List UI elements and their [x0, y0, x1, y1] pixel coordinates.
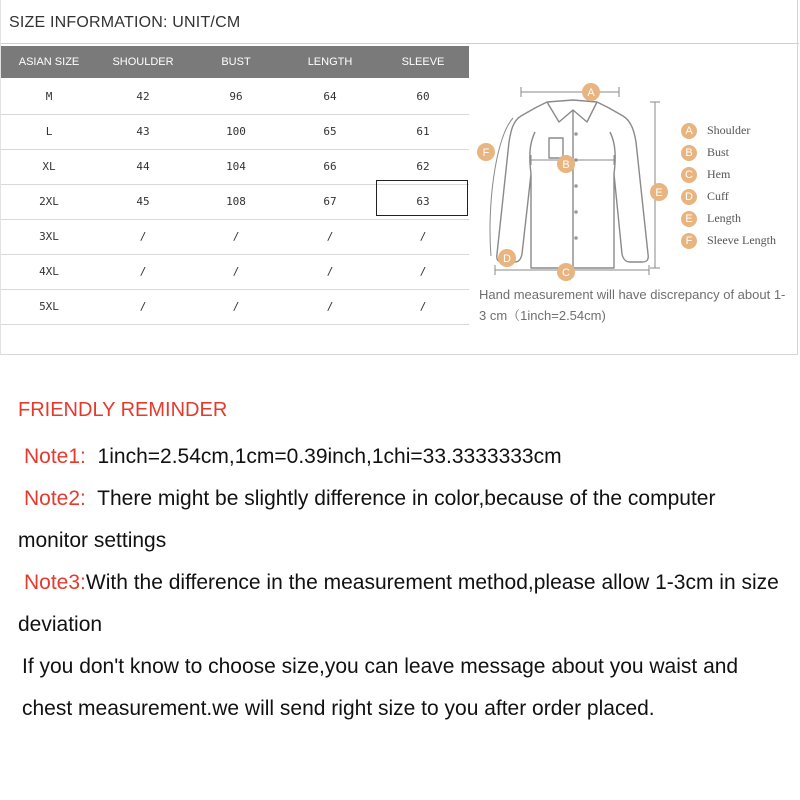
marker-e-letter: E [655, 187, 663, 199]
column-header-bust: BUST [221, 56, 251, 68]
note-3-key: Note3: [24, 571, 86, 594]
table-cell: 100 [226, 125, 246, 138]
legend-item-shoulder [681, 122, 799, 144]
table-cell: / [139, 300, 147, 313]
measurement-discrepancy-note: Hand measurement will have discrepancy of about 1-3 cm（1inch=2.54cm) [479, 287, 786, 323]
table-cell: 60 [416, 90, 430, 103]
table-row [1, 80, 469, 115]
size-panel-title: SIZE INFORMATION: UNIT/CM [9, 14, 241, 31]
table-cell: 65 [323, 125, 337, 138]
legend-label: Hem [707, 167, 731, 181]
table-cell: / [326, 265, 334, 278]
table-cell: / [326, 300, 334, 313]
legend-item-sleeve-length [681, 232, 799, 254]
friendly-reminder-section [18, 396, 788, 730]
marker-d-letter: D [503, 253, 511, 265]
column-header-asian-size: ASIAN SIZE [18, 56, 80, 68]
legend-label: Bust [707, 145, 730, 159]
legend-label: Cuff [707, 189, 729, 203]
table-cell: L [45, 125, 53, 138]
table-row [1, 290, 469, 325]
legend-label: Length [707, 211, 741, 225]
table-cell: 43 [136, 125, 150, 138]
table-cell: 66 [323, 160, 337, 173]
table-cell: 5XL [39, 300, 59, 313]
table-cell: 4XL [39, 265, 59, 278]
legend-badge-e-icon: E [681, 211, 697, 227]
legend-item-cuff [681, 188, 799, 210]
column-header-sleeve: SLEEVE [401, 56, 445, 68]
table-cell: / [232, 230, 240, 243]
legend-badge-b-icon: B [681, 145, 697, 161]
table-cell: 3XL [39, 230, 59, 243]
table-cell: / [139, 265, 147, 278]
table-cell: XL [42, 160, 56, 173]
table-cell: 62 [416, 160, 430, 173]
marker-b-letter: B [562, 159, 570, 171]
table-cell: 63 [416, 195, 430, 208]
column-header-shoulder: SHOULDER [112, 56, 174, 68]
legend-badge-a-icon: A [681, 123, 697, 139]
shirt-buttons [574, 132, 578, 240]
size-information-panel [0, 0, 798, 355]
table-cell: 2XL [39, 195, 59, 208]
marker-c-letter: C [562, 267, 570, 279]
table-cell: / [139, 230, 147, 243]
legend-label: Sleeve Length [707, 233, 776, 247]
table-row [1, 115, 469, 150]
measurement-lines [490, 87, 663, 275]
note-3 [18, 562, 788, 646]
table-cell: M [45, 90, 53, 103]
note-2 [18, 478, 788, 562]
column-header-length: LENGTH [307, 56, 353, 68]
highlighted-cell-outline [376, 180, 468, 216]
note-2-key: Note2: [24, 487, 86, 510]
table-cell: 42 [136, 90, 150, 103]
shirt-outline [497, 100, 649, 268]
legend-badge-d-icon: D [681, 189, 697, 205]
legend-label: Shoulder [707, 123, 751, 137]
legend-badge-c-icon: C [681, 167, 697, 183]
table-cell: 45 [136, 195, 150, 208]
legend-item-length [681, 210, 799, 232]
table-cell: / [419, 265, 427, 278]
table-cell: 44 [136, 160, 150, 173]
table-row [1, 255, 469, 290]
note-1-key: Note1: [24, 445, 86, 468]
table-cell: 108 [226, 195, 246, 208]
reminder-title: FRIENDLY REMINDER [18, 399, 228, 421]
marker-a-letter: A [587, 87, 595, 99]
table-cell: / [326, 230, 334, 243]
note-3-text: With the difference in the measurement method,please allow 1-3cm in size deviation [18, 571, 779, 636]
table-cell: / [232, 265, 240, 278]
table-cell: 96 [229, 90, 243, 103]
note-4 [18, 646, 788, 730]
table-row [1, 220, 469, 255]
measurement-legend [681, 122, 799, 254]
legend-badge-f-icon: F [681, 233, 697, 249]
note-4-text: If you don't know to choose size,you can leave message about you waist and chest measurement.we will send right size to you after order placed. [22, 655, 739, 720]
table-cell: / [419, 230, 427, 243]
table-cell: 67 [323, 195, 337, 208]
title-divider [1, 43, 799, 44]
legend-item-bust [681, 144, 799, 166]
table-cell: / [419, 300, 427, 313]
marker-f-letter: F [482, 147, 490, 159]
note-2-text: There might be slightly difference in color,because of the computer monitor settings [18, 487, 722, 552]
legend-item-hem [681, 166, 799, 188]
size-table-header [1, 46, 469, 78]
note-1 [18, 436, 788, 478]
note-1-text: 1inch=2.54cm,1cm=0.39inch,1chi=33.3333333cm [85, 445, 562, 468]
table-cell: 64 [323, 90, 337, 103]
table-cell: 61 [416, 125, 430, 138]
table-cell: 104 [226, 160, 246, 173]
table-cell: / [232, 300, 240, 313]
